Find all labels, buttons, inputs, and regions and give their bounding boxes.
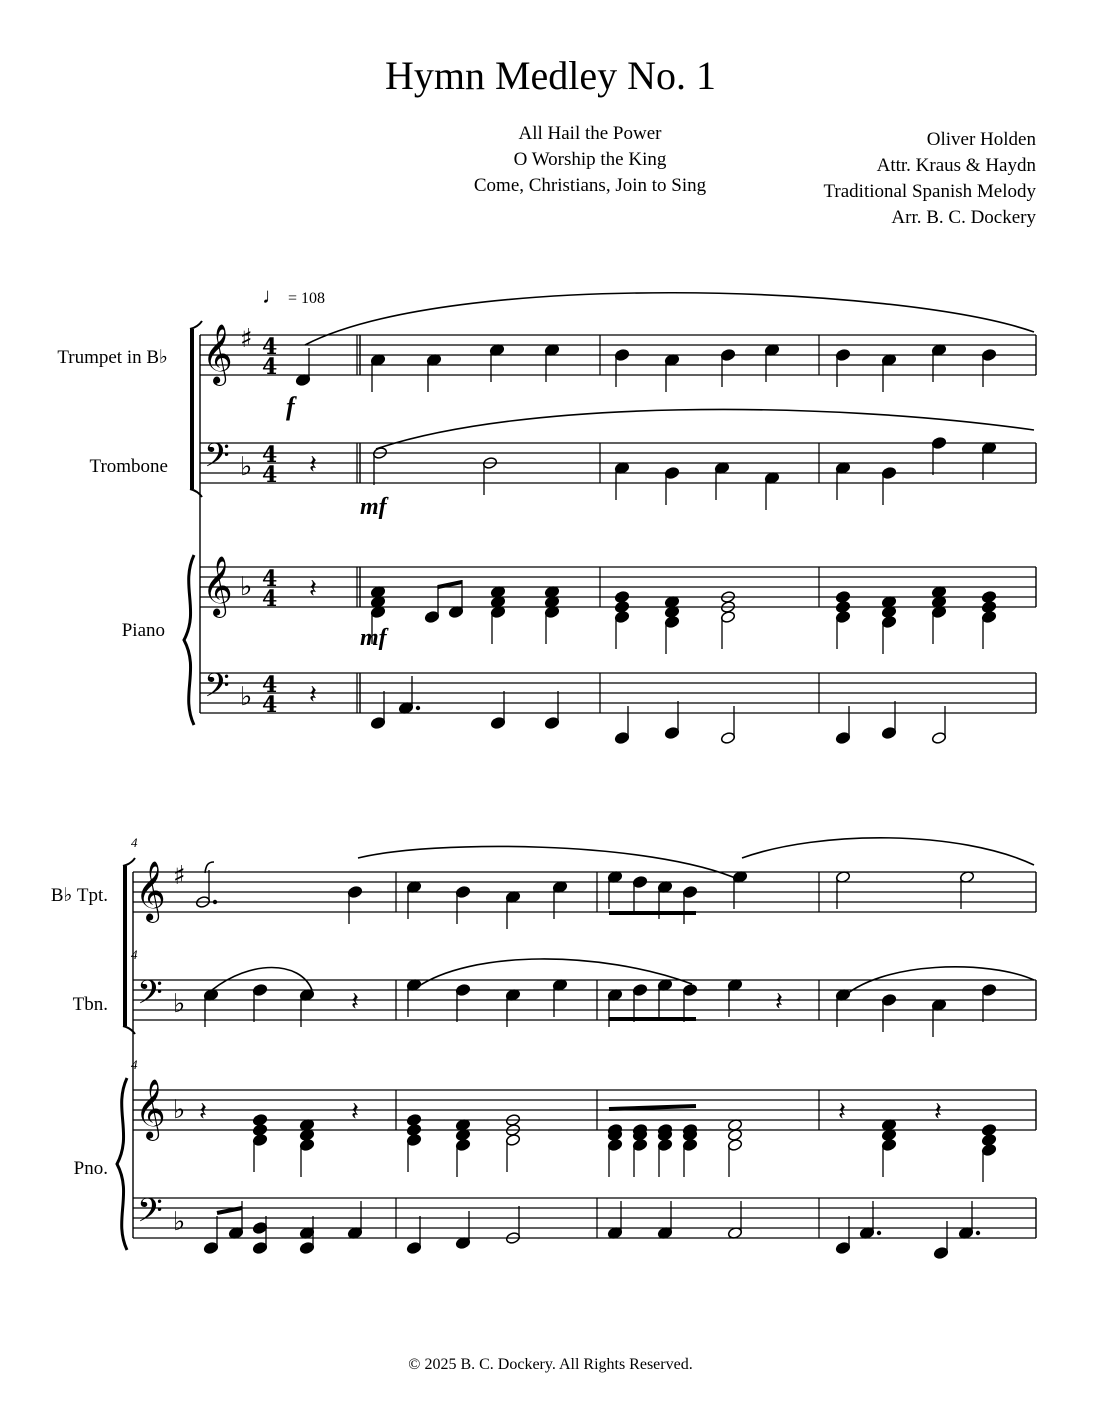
credit-1: Oliver Holden bbox=[926, 129, 1036, 150]
bass-clef-icon: 𝄢 bbox=[204, 667, 230, 713]
measure-number-trumpet: 4 bbox=[131, 835, 138, 850]
flat-icon: ♭ bbox=[173, 1207, 186, 1237]
time-sig-denominator: 4 bbox=[262, 462, 278, 488]
time-sig-numerator: 4 bbox=[262, 442, 278, 468]
bass-clef-icon: 𝄢 bbox=[137, 974, 163, 1020]
brace bbox=[184, 555, 194, 725]
tempo-value: = 108 bbox=[288, 290, 326, 307]
score-title: Hymn Medley No. 1 bbox=[384, 53, 717, 98]
beam bbox=[217, 1208, 242, 1213]
label-trombone-short: Tbn. bbox=[72, 994, 108, 1015]
label-trombone: Trombone bbox=[89, 456, 168, 477]
dot bbox=[877, 1231, 881, 1235]
flat-icon: ♭ bbox=[173, 1095, 186, 1125]
quarter-rest-icon: 𝄽 bbox=[775, 987, 783, 1017]
time-sig-numerator: 4 bbox=[262, 334, 278, 360]
sharp-icon: ♯ bbox=[240, 324, 253, 354]
dynamic-trumpet: f bbox=[286, 392, 295, 421]
time-sig-denominator: 4 bbox=[262, 354, 278, 380]
dynamic-piano: mf bbox=[360, 625, 387, 651]
quarter-rest-icon: 𝄽 bbox=[351, 1097, 359, 1127]
credit-3: Traditional Spanish Melody bbox=[823, 181, 1036, 202]
slur bbox=[840, 967, 1034, 1000]
quarter-rest-icon: 𝄽 bbox=[199, 1097, 207, 1127]
notehead bbox=[981, 1123, 996, 1136]
quarter-rest-icon: 𝄽 bbox=[309, 574, 317, 604]
time-signatures bbox=[262, 334, 277, 718]
hymn-title-3: Come, Christians, Join to Sing bbox=[473, 175, 707, 196]
beam bbox=[609, 1106, 696, 1109]
sharp-icon: ♯ bbox=[173, 861, 186, 891]
slur bbox=[358, 846, 740, 880]
time-sig-numerator: 4 bbox=[262, 566, 278, 592]
dot bbox=[213, 900, 217, 904]
time-sig-denominator: 4 bbox=[262, 586, 278, 612]
quarter-rest-icon: 𝄽 bbox=[838, 1097, 846, 1127]
hymn-title-2: O Worship the King bbox=[513, 149, 667, 170]
measure-number-piano: 4 bbox=[131, 1057, 138, 1072]
notehead bbox=[252, 1113, 267, 1126]
dynamic-trombone: mf bbox=[360, 494, 387, 520]
time-sig-numerator: 4 bbox=[262, 672, 278, 698]
slur bbox=[305, 293, 1034, 345]
quarter-note-icon: ♩ bbox=[262, 283, 284, 308]
treble-clef-icon: 𝄞 bbox=[202, 324, 233, 384]
label-trumpet: Trumpet in B♭ bbox=[57, 347, 168, 368]
quarter-rest-icon: 𝄽 bbox=[309, 680, 317, 710]
treble-clef-icon: 𝄞 bbox=[135, 1079, 166, 1139]
notes bbox=[195, 343, 996, 1259]
hymn-title-1: All Hail the Power bbox=[518, 123, 662, 144]
quarter-rest-icon: 𝄽 bbox=[309, 450, 317, 480]
brace bbox=[117, 1078, 127, 1250]
notehead bbox=[406, 1113, 421, 1126]
credit-4: Arr. B. C. Dockery bbox=[891, 207, 1036, 228]
flat-icon: ♭ bbox=[240, 682, 253, 712]
credit-2: Attr. Kraus & Haydn bbox=[876, 155, 1036, 176]
bracket-hook bbox=[123, 858, 135, 866]
dot bbox=[976, 1231, 980, 1235]
notehead bbox=[981, 590, 996, 603]
time-sig-denominator: 4 bbox=[262, 692, 278, 718]
slurs bbox=[205, 293, 1034, 1000]
flat-icon: ♭ bbox=[173, 989, 186, 1019]
flat-icon: ♭ bbox=[240, 572, 253, 602]
flat-icon: ♭ bbox=[240, 452, 253, 482]
notehead bbox=[614, 590, 629, 603]
bass-clef-icon: 𝄢 bbox=[204, 437, 230, 483]
label-trumpet-short: B♭ Tpt. bbox=[50, 885, 108, 906]
measure-number-trombone: 4 bbox=[131, 947, 138, 962]
quarter-rest-icon: 𝄽 bbox=[934, 1097, 942, 1127]
label-piano-short: Pno. bbox=[73, 1158, 108, 1179]
treble-clef-icon: 𝄞 bbox=[202, 556, 233, 616]
label-piano: Piano bbox=[121, 620, 165, 641]
dot bbox=[416, 706, 420, 710]
notehead bbox=[835, 590, 850, 603]
copyright-notice: © 2025 B. C. Dockery. All Rights Reserved. bbox=[408, 1356, 693, 1373]
bass-clef-icon: 𝄢 bbox=[137, 1192, 163, 1238]
slur bbox=[742, 838, 1034, 865]
beam bbox=[438, 582, 462, 587]
bracket-hook bbox=[190, 321, 202, 329]
treble-clef-icon: 𝄞 bbox=[135, 861, 166, 921]
quarter-rest-icon: 𝄽 bbox=[351, 987, 359, 1017]
